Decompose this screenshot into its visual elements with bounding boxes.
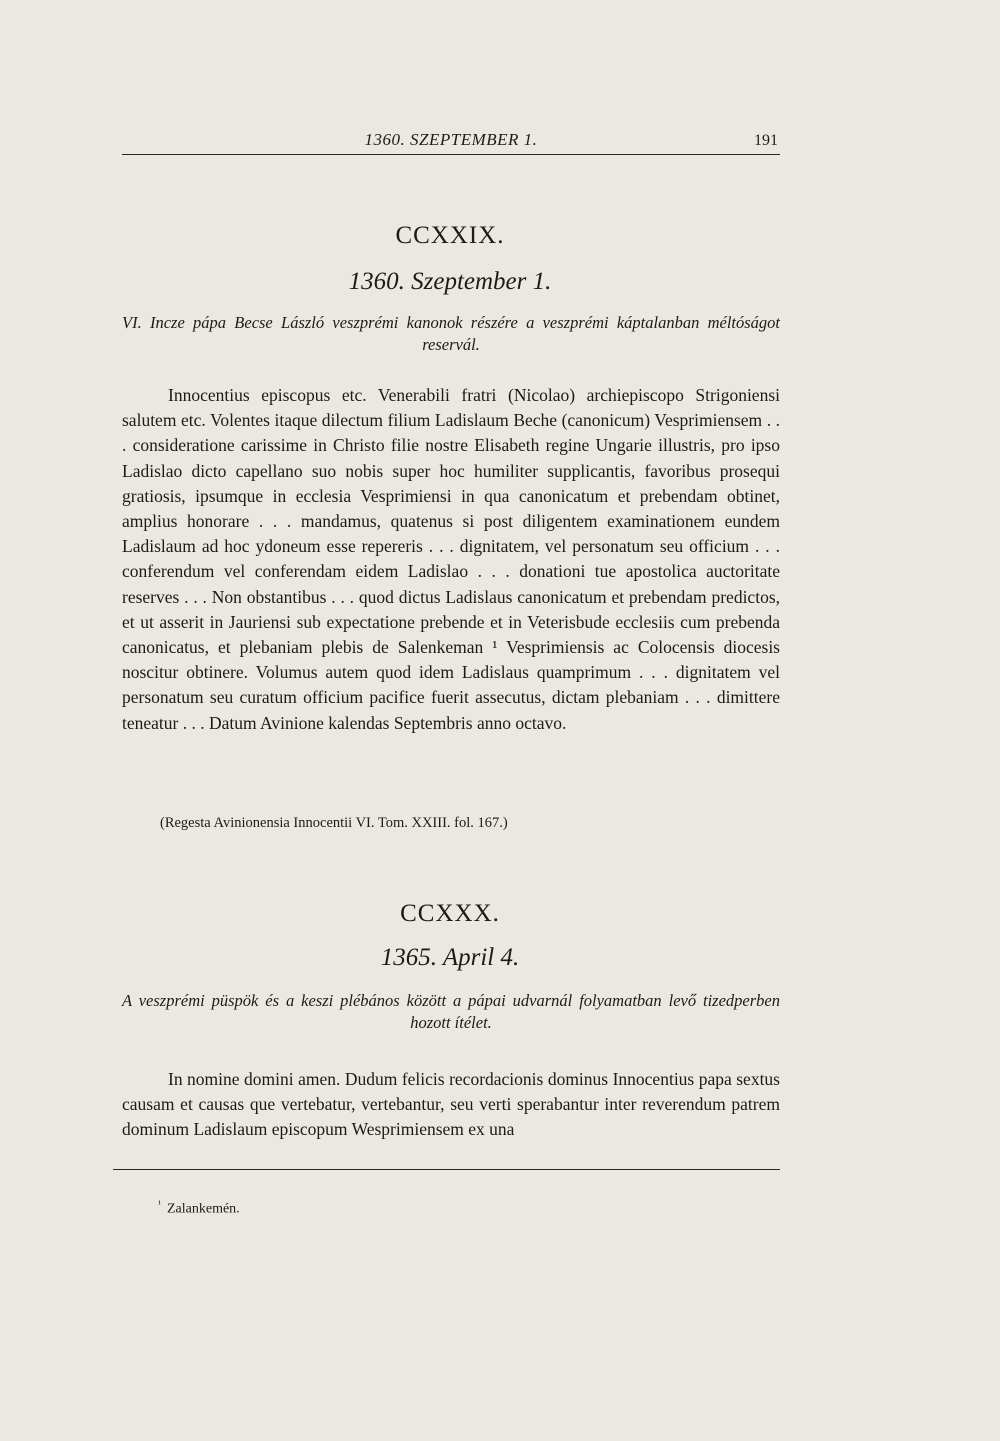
document-date: 1365. April 4. [380,944,520,971]
source-citation: (Regesta Avinionensia Innocentii VI. Tom. XXIII. fol. 167.) [160,815,508,831]
document-body: In nomine domini amen. Dudum felicis recordacionis dominus Innocentius papa sextus causam et causas que vertebatur, vertebantur, seu verti sperabantur inter reverendum patrem dominum Ladislaum episcopum Wesprimiensem ex una [122,1069,780,1140]
document-body: Innocentius episcopus etc. Venerabili fratri (Nicolao) archiepiscopo Strigoniensi salutem etc. Volentes itaque dilectum filium Ladislaum Beche (canonicum) Vesprimiensem . . . consideratione carissime in Christo filie nostre Elisabeth regine Ungarie illustris, pro ipso Ladislao dicto capellano suo nobis super hoc humiliter supplicantis, favoribus prosequi gratiosis, ipsumque in ecclesia Vesprimiensi in qua canonicatum et prebendam obtinet, amplius honorare . . . mandamus, quatenus si post diligentem examinationem eundem Ladislaum ad hoc ydoneum esse repereris . . . dignitatem, vel personatum seu officium . . . conferendum vel conferendam eidem Ladislao . . . donationi tue apostolica auctoritate reserves . . . Non obstantibus . . . quod dictus Ladislaus canonicatum et prebendam predictos, et ut asserit in Jauriensi sub expectatione prebende et in Veterisbude ecclesiis cum prebenda canonicatus, et plebaniam plebis de Salenkeman ¹ Vesprimiensis ac Colocensis diocesis noscitur obtinere. Volumus autem quod idem Ladislaus quamprimum . . . dignitatem vel personatum seu curatum officium pacifice fuerit assecutus, dictam plebaniam . . . dimittere teneatur . . . Datum Avinione kalendas Septembris anno octavo. [122,385,780,733]
document-number: CCXXX. [400,900,500,927]
running-head [122,130,780,155]
footnote-text: Zalankemén. [167,1201,240,1217]
document-summary: A veszprémi püspök és a keszi plébános között a pápai udvarnál folyamatban levő tizedperben hozott ítélet. [122,991,780,1032]
running-head-title: 1360. SZEPTEMBER 1. [364,130,538,149]
document-number: CCXXIX. [395,222,505,249]
document-summary: VI. Incze pápa Becse László veszprémi kanonok részére a veszprémi káptalanban méltóságot reservál. [122,313,780,354]
footnote-rule [113,1169,780,1170]
document-date: 1360. Szeptember 1. [348,268,552,295]
footnote-mark: ¹ [158,1199,161,1210]
page-number: 191 [754,132,778,149]
footnote [158,1199,240,1218]
